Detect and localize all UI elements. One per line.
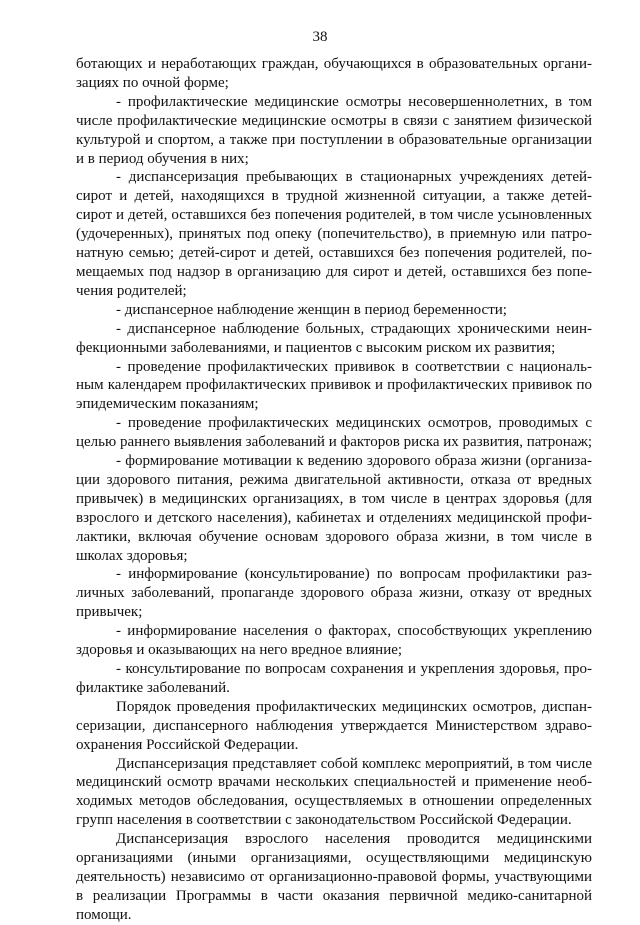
list-item-chronic-observation: - диспансерное наблюдение больных, страдающих хроническими неинфекционными заболеваниями, и пациентов с высоким риском их развития; (76, 320, 592, 356)
list-item-pregnancy-observation: - диспансерное наблюдение женщин в период беременности; (116, 301, 507, 318)
list-item-informing-consulting: - информирование (консультирование) по вопросам профилактики различных заболеваний, пропаганде здорового образа жизни, отказу от вредных привычек; (76, 566, 592, 621)
paragraph-procedure: Порядок проведения профилактических медицинских осмотров, диспансеризации, диспансерного наблюдения утверждается Министерством здравоохранения Российской Федерации. (76, 698, 592, 753)
list-item-health-consulting: - консультирование по вопросам сохранения и укрепления здоровья, профилактике заболеваний. (76, 661, 592, 696)
page-number: 38 (312, 29, 328, 45)
list-item-informing-population: - информирование населения о факторах, способствующих укреплению здоровья и оказывающих на него вредное влияние; (76, 623, 592, 659)
list-item-orphan-dispensarization: - диспансеризация пребывающих в стационарных учреждениях детей-сирот и детей, находящихся в трудной жизненной ситуации, а также детей-сирот и детей, оставшихся без попечения родителей, в том числе усыновленных (удочеренных), принятых под опеку (попечительство), в приемную или патронатную семью; детей-сирот и детей, оставшихся без попечения родителей, помещаемых под надзор в организацию для сирот и детей, оставшихся без попечения родителей; (76, 169, 592, 299)
paragraph-dispensarization-definition: Диспансеризация представляет собой комплекс мероприятий, в том числе медицинский осмотр врачами нескольких специальностей и применение необходимых методов обследования, осуществляемых в отношении определенных групп населения в соответствии с законодательством Российской Федерации. (76, 755, 592, 829)
paragraph-continuation: ботающих и неработающих граждан, обучающихся в образовательных организациях по очной форме; (76, 56, 592, 91)
document-body (76, 55, 592, 925)
list-item-minor-exams: - профилактические медицинские осмотры несовершеннолетних, в том числе профилактические медицинские осмотры в связи с занятием физической культурой и спортом, а также при поступлении в образовательные организации и в период обучения в них; (76, 93, 592, 167)
list-item-early-detection-exams: - проведение профилактических медицинских осмотров, проводимых с целью раннего выявления заболеваний и факторов риска их развития, патронаж; (76, 415, 592, 451)
list-item-healthy-lifestyle-motivation: - формирование мотивации к ведению здорового образа жизни (организации здорового питания, режима двигательной активности, отказа от вредных привычек) в медицинских организациях, в том числе в центрах здоровья (для взрослого и детского населения), кабинетах и отделениях медицинской профилактики, включая обучение основам здорового образа жизни, в том числе в школах здоровья; (76, 453, 592, 564)
list-item-vaccinations: - проведение профилактических прививок в соответствии с национальным календарем профилактических прививок и профилактических прививок по эпидемическим показаниям; (76, 358, 592, 413)
paragraph-adult-dispensarization: Диспансеризация взрослого населения проводится медицинскими организациями (иными организациями, осуществляющими медицинскую деятельность) независимо от организационно-правовой формы, участвующими в реализации Программы в части оказания первичной медико-санитарной помощи. (76, 831, 592, 923)
